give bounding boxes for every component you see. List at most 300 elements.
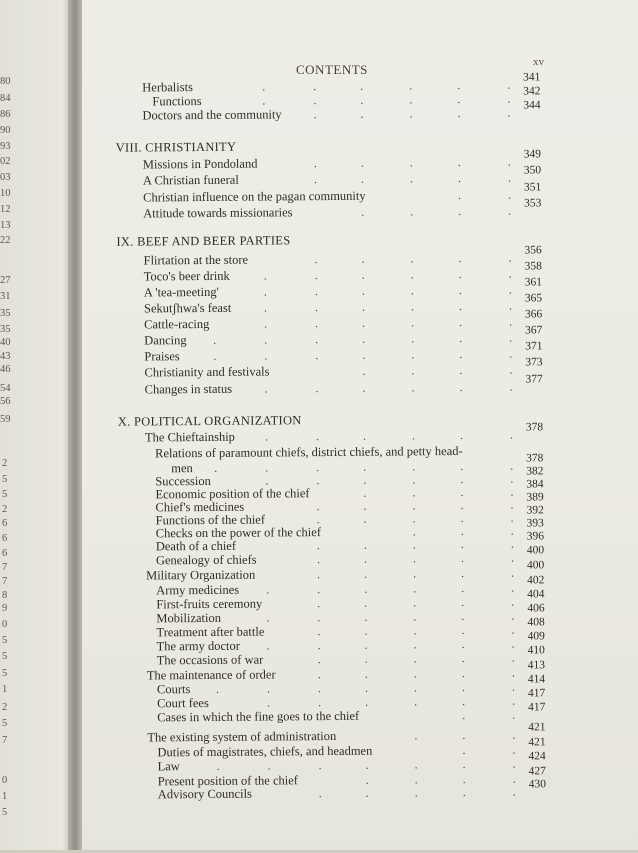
leader-dot: .: [511, 594, 515, 609]
left-page-number: 2: [2, 702, 8, 713]
leader-dot: .: [508, 282, 512, 297]
left-page-number: 90: [0, 125, 11, 136]
leader-dot: .: [264, 429, 269, 444]
leader-dot: .: [460, 550, 464, 565]
toc-page-number: 417: [528, 701, 546, 714]
toc-entry: Cattle-racing: [144, 316, 210, 332]
leader-dot: .: [262, 79, 266, 94]
leader-dot: .: [413, 623, 417, 638]
leader-dot: .: [363, 459, 367, 474]
leader-dot: .: [512, 727, 516, 742]
leader-dot: .: [263, 284, 267, 299]
leader-dot: .: [412, 566, 417, 581]
leader-dot: .: [410, 251, 414, 266]
leader-dot: .: [316, 499, 320, 514]
leader-dot: .: [458, 250, 462, 265]
left-page-number: 5: [2, 718, 8, 729]
left-page-number: 5: [2, 474, 8, 485]
leader-dot: .: [511, 636, 515, 651]
leader-dot: .: [511, 650, 515, 665]
toc-page-number: 378: [525, 421, 544, 434]
left-page-number: 46: [0, 364, 11, 375]
leader-dot: .: [316, 567, 321, 582]
toc-entry: Treatment after battle: [156, 624, 265, 640]
leader-dot: .: [362, 380, 366, 395]
toc-page-number: 400: [526, 544, 545, 557]
leader-dot: .: [511, 580, 515, 595]
leader-dot: .: [364, 581, 368, 596]
toc-entry: Relations of paramount chiefs, district chiefs, and petty head-: [155, 443, 463, 461]
leader-dot: .: [509, 330, 513, 345]
toc-page-number: 389: [526, 491, 544, 504]
leader-dot: .: [412, 511, 416, 526]
leader-dot: .: [214, 460, 218, 475]
toc-chapter-heading: X. POLITICAL ORGANIZATION: [117, 413, 302, 429]
toc-entry: Changes in status: [144, 381, 233, 397]
leader-dot: .: [314, 268, 318, 283]
leader-dot: .: [461, 665, 465, 680]
leader-dot: .: [507, 105, 511, 120]
left-page-number: 31: [0, 291, 11, 302]
toc-page-number: 350: [523, 164, 542, 177]
toc-entry: Checks on the power of the chief: [155, 525, 322, 541]
leader-dot: .: [264, 316, 268, 331]
toc-entry: Doctors and the community: [142, 107, 282, 123]
leader-dot: .: [461, 679, 465, 694]
leader-dot: .: [462, 727, 466, 742]
leader-dot: .: [213, 348, 217, 363]
left-page-number: 8: [2, 590, 8, 601]
leader-dot: .: [462, 771, 466, 786]
leader-dot: .: [314, 300, 319, 315]
leader-dot: .: [361, 204, 365, 219]
leader-dot: .: [512, 756, 516, 771]
leader-dot: .: [317, 582, 321, 597]
toc-chapter-heading: IX. BEEF AND BEER PARTIES: [116, 233, 291, 249]
toc-entry: Chief's medicines: [155, 499, 245, 515]
toc-entry: Sekutʃhwa's feast: [143, 300, 232, 316]
leader-dot: .: [266, 610, 270, 625]
toc-entry: Functions of the chief: [155, 512, 266, 528]
leader-dot: .: [317, 652, 321, 667]
toc-entry: First-fruits ceremony: [156, 596, 263, 612]
toc-page-number: 377: [525, 373, 543, 386]
leader-dot: .: [459, 330, 463, 345]
leader-dot: .: [361, 299, 366, 314]
leader-dot: .: [265, 460, 269, 475]
toc-page-number: 351: [523, 181, 542, 194]
leader-dot: .: [508, 266, 512, 281]
leader-dot: .: [461, 636, 465, 651]
toc-entry: The existing system of administration: [147, 728, 337, 745]
left-page-number: 40: [0, 337, 11, 348]
toc-page-number: 353: [524, 197, 542, 210]
toc-entry: A 'tea-meeting': [143, 284, 219, 300]
leader-dot: .: [411, 428, 416, 443]
toc-entry: The army doctor: [156, 638, 240, 654]
leader-dot: .: [263, 300, 268, 315]
leader-dot: .: [314, 284, 318, 299]
toc-page-number: 409: [527, 630, 545, 643]
toc-entry: Praises: [144, 349, 180, 364]
leader-dot: .: [414, 772, 418, 787]
leader-dot: .: [364, 623, 368, 638]
leader-dot: .: [413, 581, 417, 596]
leader-dot: .: [264, 348, 268, 363]
left-page-number: 0: [2, 619, 8, 630]
toc-page-number: 361: [524, 276, 543, 289]
leader-dot: .: [365, 785, 369, 800]
leader-dot: .: [362, 347, 366, 362]
leader-dot: .: [364, 637, 368, 652]
left-page-number: 6: [2, 533, 8, 544]
leader-dot: .: [510, 510, 514, 525]
leader-dot: .: [412, 524, 416, 539]
leader-dot: .: [412, 459, 416, 474]
leader-dot: .: [365, 757, 369, 772]
leader-dot: .: [461, 622, 465, 637]
toc-page-number: 430: [528, 778, 547, 791]
toc-page-number: 410: [527, 644, 545, 657]
leader-dot: .: [215, 681, 220, 696]
toc-entry: The Chieftainship: [144, 429, 235, 445]
leader-dot: .: [315, 429, 320, 444]
leader-dot: .: [457, 154, 461, 169]
leader-dot: .: [508, 187, 512, 202]
leader-dot: .: [410, 283, 414, 298]
toc-entry: Duties of magistrates, chiefs, and headmen: [157, 743, 373, 760]
leader-dot: .: [512, 742, 516, 757]
left-page-number: 86: [0, 109, 11, 120]
leader-dot: .: [508, 298, 513, 313]
toc-page-number: 414: [527, 673, 546, 686]
toc-page-number: 408: [527, 616, 545, 629]
leader-dot: .: [410, 204, 414, 219]
leader-dot: .: [511, 622, 515, 637]
leader-dot: .: [460, 471, 464, 486]
leader-dot: .: [461, 580, 465, 595]
leader-dot: .: [460, 565, 465, 580]
leader-dot: .: [460, 536, 464, 551]
toc-page-number: 404: [527, 588, 545, 601]
toc-entry: Military Organization: [146, 567, 256, 583]
toc-page-number: 384: [526, 478, 544, 491]
toc-page-number: 424: [528, 750, 546, 763]
leader-dot: .: [364, 680, 369, 695]
left-page-number: 5: [2, 489, 8, 500]
toc-entry: Present position of the chief: [157, 773, 298, 789]
leader-dot: .: [365, 772, 369, 787]
leader-dot: .: [509, 362, 513, 377]
leader-dot: .: [508, 250, 512, 265]
leader-dot: .: [459, 427, 464, 442]
leader-dot: .: [266, 681, 271, 696]
left-page-number: 43: [0, 351, 11, 362]
leader-dot: .: [412, 537, 416, 552]
leader-dot: .: [413, 680, 418, 695]
toc-entry: Mobilization: [156, 610, 222, 626]
leader-dot: .: [313, 93, 317, 108]
page-number: xv: [533, 56, 544, 68]
left-page-number: 7: [2, 735, 8, 746]
leader-dot: .: [411, 347, 415, 362]
toc-entry: Christianity and festivals: [144, 364, 270, 380]
leader-dot: .: [213, 332, 217, 347]
leader-dot: .: [414, 728, 418, 743]
leader-dot: .: [458, 298, 463, 313]
leader-dot: .: [462, 756, 466, 771]
left-page-number: 2: [2, 458, 8, 469]
left-page-number: 02: [0, 156, 11, 167]
leader-dot: .: [412, 551, 416, 566]
leader-dot: .: [315, 332, 319, 347]
leader-dot: .: [507, 91, 511, 106]
leader-dot: .: [360, 78, 364, 93]
leader-dot: .: [460, 497, 464, 512]
leader-dot: .: [361, 267, 365, 282]
toc-page-number: 349: [523, 148, 542, 161]
leader-dot: .: [363, 472, 367, 487]
leader-dot: .: [316, 473, 320, 488]
toc-entry: A Christian funeral: [142, 172, 239, 188]
leader-dot: .: [457, 170, 462, 185]
left-page-number: 6: [2, 518, 8, 529]
leader-dot: .: [262, 93, 266, 108]
leader-dot: .: [511, 679, 515, 694]
left-page-number: 10: [0, 188, 11, 199]
leader-dot: .: [264, 332, 268, 347]
toc-entry: Army medicines: [156, 582, 240, 598]
leader-dot: .: [364, 651, 368, 666]
leader-dot: .: [265, 473, 269, 488]
leader-dot: .: [362, 315, 366, 330]
leader-dot: .: [413, 595, 417, 610]
leader-dot: .: [410, 267, 414, 282]
toc-page-number: 421: [528, 736, 546, 749]
toc-page-number: 421: [528, 721, 546, 734]
leader-dot: .: [411, 331, 415, 346]
toc-page-number: 341: [523, 71, 541, 84]
left-page-number: 22: [0, 235, 11, 246]
leader-dot: .: [512, 784, 516, 799]
page-title: CONTENTS: [296, 62, 368, 77]
leader-dot: .: [316, 460, 320, 475]
left-page-number: 03: [0, 172, 11, 183]
leader-dot: .: [313, 107, 317, 122]
toc-page-number: 365: [524, 292, 543, 305]
left-page-number: 9: [2, 603, 8, 614]
leader-dot: .: [412, 472, 416, 487]
leader-dot: .: [315, 348, 319, 363]
leader-dot: .: [510, 536, 514, 551]
leader-dot: .: [409, 78, 413, 93]
leader-dot: .: [267, 695, 271, 710]
leader-dot: .: [509, 427, 514, 442]
leader-dot: .: [509, 346, 513, 361]
leader-dot: .: [411, 380, 415, 395]
toc-page-number: 413: [527, 659, 546, 672]
leader-dot: .: [413, 637, 417, 652]
leader-dot: .: [511, 665, 515, 680]
leader-dot: .: [462, 707, 466, 722]
left-page-number: 80: [0, 76, 11, 87]
leader-dot: .: [316, 538, 320, 553]
leader-dot: .: [363, 511, 367, 526]
toc-entry: men: [171, 461, 193, 476]
leader-dot: .: [361, 283, 365, 298]
toc-page-number: 366: [524, 308, 543, 321]
leader-dot: .: [413, 651, 417, 666]
toc-entry: Law: [157, 759, 180, 774]
leader-dot: .: [313, 156, 317, 171]
toc-page-number: 406: [527, 602, 545, 615]
leader-dot: .: [412, 498, 416, 513]
leader-dot: .: [364, 609, 368, 624]
leader-dot: .: [317, 610, 321, 625]
toc-entry: Attitude towards missionaries: [143, 205, 293, 221]
toc-entry: Christian influence on the pagan community: [143, 188, 366, 205]
toc-page-number: 417: [527, 687, 546, 700]
left-page-number: 54: [0, 383, 11, 394]
toc-entry: The occasions of war: [156, 652, 264, 668]
leader-dot: .: [507, 170, 511, 185]
leader-dot: .: [461, 650, 465, 665]
toc-page-number: 344: [523, 99, 541, 112]
left-page-number: 35: [0, 324, 11, 335]
toc-entry: Functions: [152, 93, 202, 109]
leader-dot: .: [461, 594, 465, 609]
left-page-number: 93: [0, 141, 11, 152]
left-page-number: 35: [0, 308, 11, 319]
toc-entry: Dancing: [144, 333, 187, 348]
leader-dot: .: [458, 203, 462, 218]
leader-dot: .: [462, 742, 466, 757]
leader-dot: .: [318, 695, 322, 710]
toc-page-number: 402: [527, 574, 545, 587]
toc-page-number: 371: [525, 340, 543, 353]
toc-page-number: 392: [526, 504, 544, 517]
leader-dot: .: [317, 596, 321, 611]
leader-dot: .: [267, 758, 271, 773]
leader-dot: .: [510, 565, 515, 580]
leader-dot: .: [510, 550, 514, 565]
toc-page-number: 356: [524, 244, 542, 257]
leader-dot: .: [264, 381, 268, 396]
leader-dot: .: [363, 551, 367, 566]
left-page-number: 0: [2, 775, 8, 786]
leader-dot: .: [457, 105, 461, 120]
leader-dot: .: [458, 282, 462, 297]
leader-dot: .: [315, 316, 319, 331]
leader-dot: .: [361, 251, 365, 266]
leader-dot: .: [266, 638, 270, 653]
left-page-number: 1: [2, 791, 8, 802]
leader-dot: .: [409, 106, 413, 121]
toc-page-number: 373: [525, 356, 543, 369]
leader-dot: .: [459, 379, 463, 394]
left-page-number: 5: [2, 651, 8, 662]
leader-dot: .: [410, 299, 415, 314]
leader-dot: .: [317, 681, 322, 696]
left-page-number: 59: [0, 414, 11, 425]
toc-entry: Death of a chief: [155, 538, 237, 554]
left-page-number: 12: [0, 204, 11, 215]
leader-dot: .: [317, 638, 321, 653]
leader-dot: .: [411, 363, 415, 378]
leader-dot: .: [457, 77, 461, 92]
leader-dot: .: [459, 314, 463, 329]
leader-dot: .: [360, 92, 364, 107]
left-page-number: 5: [2, 668, 8, 679]
leader-dot: .: [414, 694, 418, 709]
leader-dot: .: [315, 381, 319, 396]
leader-dot: .: [317, 667, 321, 682]
leader-dot: .: [413, 666, 417, 681]
leader-dot: .: [414, 757, 418, 772]
leader-dot: .: [510, 471, 514, 486]
toc-entry: Toco's beer drink: [143, 268, 230, 284]
leader-dot: .: [457, 91, 461, 106]
leader-dot: .: [510, 484, 514, 499]
leader-dot: .: [511, 608, 515, 623]
leader-dot: .: [316, 512, 320, 527]
leader-dot: .: [508, 203, 512, 218]
leader-dot: .: [363, 485, 367, 500]
leader-dot: .: [263, 268, 267, 283]
leader-dot: .: [507, 77, 511, 92]
leader-dot: .: [411, 315, 415, 330]
leader-dot: .: [318, 758, 322, 773]
toc-entry: The maintenance of order: [146, 667, 276, 683]
left-page-number: 56: [0, 396, 11, 407]
toc-page-number: 427: [528, 765, 546, 778]
leader-dot: .: [507, 154, 511, 169]
left-page-number: 13: [0, 220, 11, 231]
leader-dot: .: [409, 171, 414, 186]
leader-dot: .: [512, 771, 516, 786]
left-page-number: 27: [0, 275, 11, 286]
leader-dot: .: [360, 106, 364, 121]
leader-dot: .: [409, 92, 413, 107]
leader-dot: .: [458, 187, 462, 202]
leader-dot: .: [364, 666, 368, 681]
toc-entry: Economic position of the chief: [155, 486, 310, 502]
leader-dot: .: [459, 362, 463, 377]
toc-entry: Court fees: [157, 695, 209, 711]
leader-dot: .: [460, 484, 464, 499]
leader-dot: .: [362, 363, 366, 378]
leader-dot: .: [360, 155, 364, 170]
toc-page-number: 382: [526, 465, 544, 478]
leader-dot: .: [313, 79, 317, 94]
leader-dot: .: [360, 171, 365, 186]
left-page-number: 5: [2, 635, 8, 646]
leader-dot: .: [510, 497, 514, 512]
left-page-number: 2: [2, 504, 8, 515]
toc-entry: Genealogy of chiefs: [155, 552, 257, 568]
leader-dot: .: [363, 537, 367, 552]
leader-dot: .: [460, 510, 464, 525]
toc-page-number: 367: [525, 324, 543, 337]
leader-dot: .: [414, 785, 418, 800]
leader-dot: .: [314, 252, 318, 267]
left-page-number: 7: [2, 562, 8, 573]
toc-page-number: 342: [523, 85, 541, 98]
leader-dot: .: [461, 608, 465, 623]
leader-dot: .: [363, 566, 368, 581]
toc-page-number: 358: [524, 260, 542, 273]
left-page-number: 84: [0, 93, 11, 104]
